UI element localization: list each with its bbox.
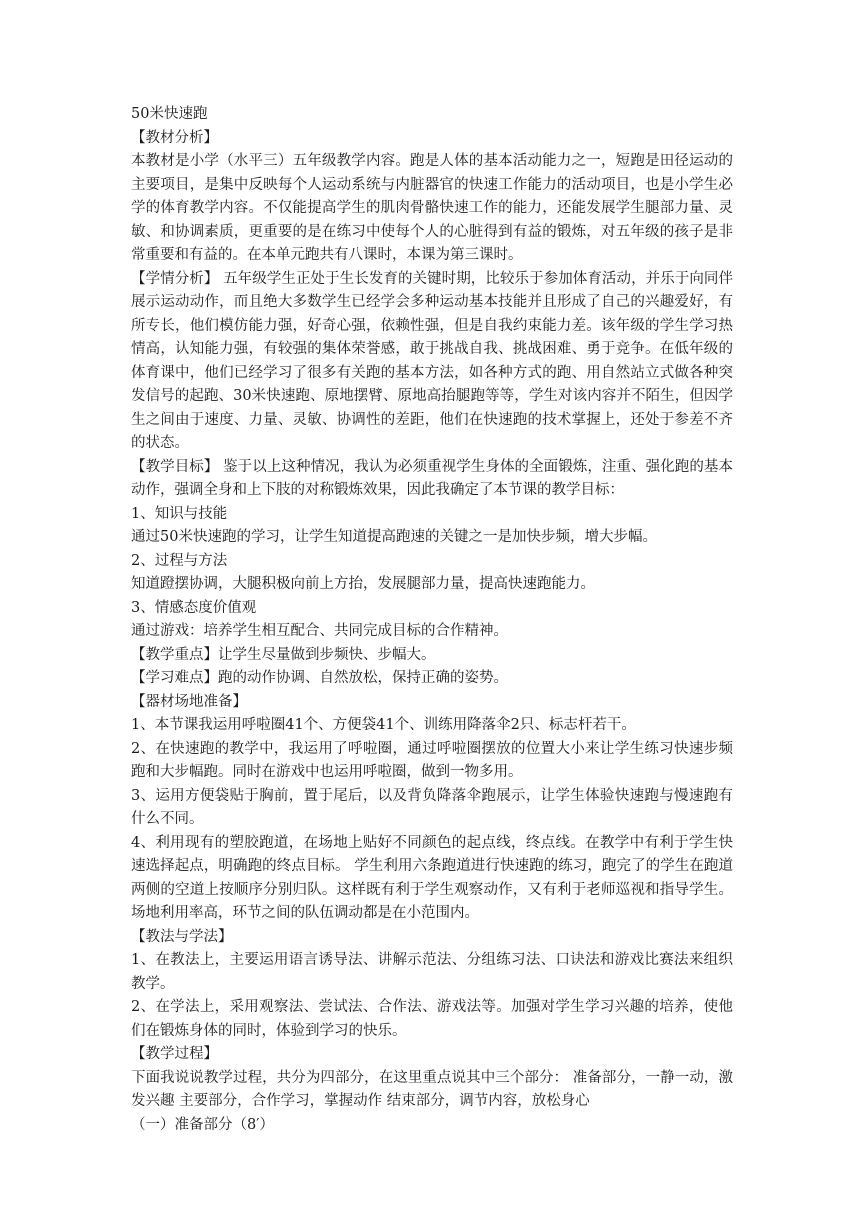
goal-knowledge-text: 通过50米快速跑的学习，让学生知道提高跑速的关键之一是加快步频，增大步幅。 (131, 529, 657, 545)
teaching-key-point: 【教学重点】让学生尽量做到步频快、步幅大。 (131, 646, 436, 663)
teaching-goals-paragraph: 【教学目标】 鉴于以上这种情况，我认为必须重视学生身体的全面锻炼，注重、强化跑的基本动作，强调全身和上下肢的对称锻炼效果，因此我确定了本节课的教学目标： (131, 458, 733, 498)
goal-process-title: 2、过程与方法 (131, 552, 228, 569)
learning-difficulty: 【学习难点】跑的动作协调、自然放松，保持正确的姿势。 (131, 670, 508, 686)
document-page (131, 103, 733, 1137)
goal-process-text: 知道蹬摆协调，大腿积极向前上方抬，发展腿部力量，提高快速跑能力。 (131, 576, 595, 592)
goal-attitude-text: 通过游戏：培养学生相互配合、共同完成目标的合作精神。 (131, 623, 508, 639)
method-item-1: 1、在教法上，主要运用语言诱导法、讲解示范法、分组练习法、口诀法和游戏比赛法来组织教学。 (131, 952, 733, 992)
section-heading-equipment: 【器材场地准备】 (131, 693, 247, 710)
goal-knowledge-title: 1、知识与技能 (131, 505, 228, 522)
process-intro-paragraph: 下面我说说教学过程，共分为四部分，在这里重点说其中三个部分： 准备部分，一静一动，激发兴趣 主要部分，合作学习，掌握动作 结束部分，调节内容，放松身心 (131, 1069, 733, 1109)
student-analysis-paragraph: 【学情分析】 五年级学生正处于生长发育的关键时期，比较乐于参加体育活动，并乐于向同伴展示运动动作，而且绝大多数学生已经学会多种运动基本技能并且形成了自己的兴趣爱好，有所专长，他们模仿能力强，好奇心强，依赖性强，但是自我约束能力差。该年级的学生学习热情高，认知能力强，有较强的集体荣誉感，敢于挑战自我、挑战困难、勇于竞争。在低年级的体育课中，他们已经学习了很多有关跑的基本方法，如各种方式的跑、用自然站立式做各种突发信号的起跑、30米快速跑、原地摆臂、原地高抬腿跑等等，学生对该内容并不陌生，但因学生之间由于速度、力量、灵敏、协调性的差距，他们在快速跑的技术掌握上，还处于参差不齐的状态。 (131, 270, 733, 451)
goal-attitude-title: 3、情感态度价值观 (131, 599, 257, 616)
document-title: 50米快速跑 (131, 106, 208, 122)
equipment-item-4: 4、利用现有的塑胶跑道，在场地上贴好不同颜色的起点线，终点线。在教学中有利于学生快速选择起点，明确跑的终点目标。 学生利用六条跑道进行快速跑的练习，跑完了的学生在跑道两侧的空道上按顺序分别归队。这样既有利于学生观察动作，又有利于老师巡视和指导学生。场地利用率高，环节之间的队伍调动都是在小范围内。 (131, 834, 733, 921)
section-heading-textbook-analysis: 【教材分析】 (131, 129, 218, 146)
method-item-2: 2、在学法上，采用观察法、尝试法、合作法、游戏法等。加强对学生学习兴趣的培养，使他们在锻炼身体的同时，体验到学习的快乐。 (131, 999, 733, 1039)
section-heading-process: 【教学过程】 (131, 1046, 218, 1062)
process-part-1-heading: （一）准备部分（8′） (131, 1116, 275, 1133)
equipment-item-2: 2、在快速跑的教学中，我运用了呼啦圈，通过呼啦圈摆放的位置大小来让学生练习快速步频跑和大步幅跑。同时在游戏中也运用呼啦圈，做到一物多用。 (131, 740, 733, 780)
equipment-item-3: 3、运用方便袋贴于胸前，置于尾后，以及背负降落伞跑展示，让学生体验快速跑与慢速跑有什么不同。 (131, 787, 733, 827)
section-heading-methods: 【教法与学法】 (131, 928, 233, 945)
textbook-analysis-paragraph: 本教材是小学（水平三）五年级教学内容。跑是人体的基本活动能力之一，短跑是田径运动的主要项目，是集中反映每个人运动系统与内脏器官的快速工作能力的活动项目，也是小学生必学的体育教学内容。不仅能提高学生的肌肉骨骼快速工作的能力，还能发展学生腿部力量、灵敏、和协调素质，更重要的是在练习中使每个人的心脏得到有益的锻炼，对五年级的孩子是非常重要和有益的。在本单元跑共有八课时，本课为第三课时。 (131, 153, 733, 263)
equipment-item-1: 1、本节课我运用呼啦圈41个、方便袋41个、训练用降落伞2只、标志杆若干。 (131, 717, 636, 733)
